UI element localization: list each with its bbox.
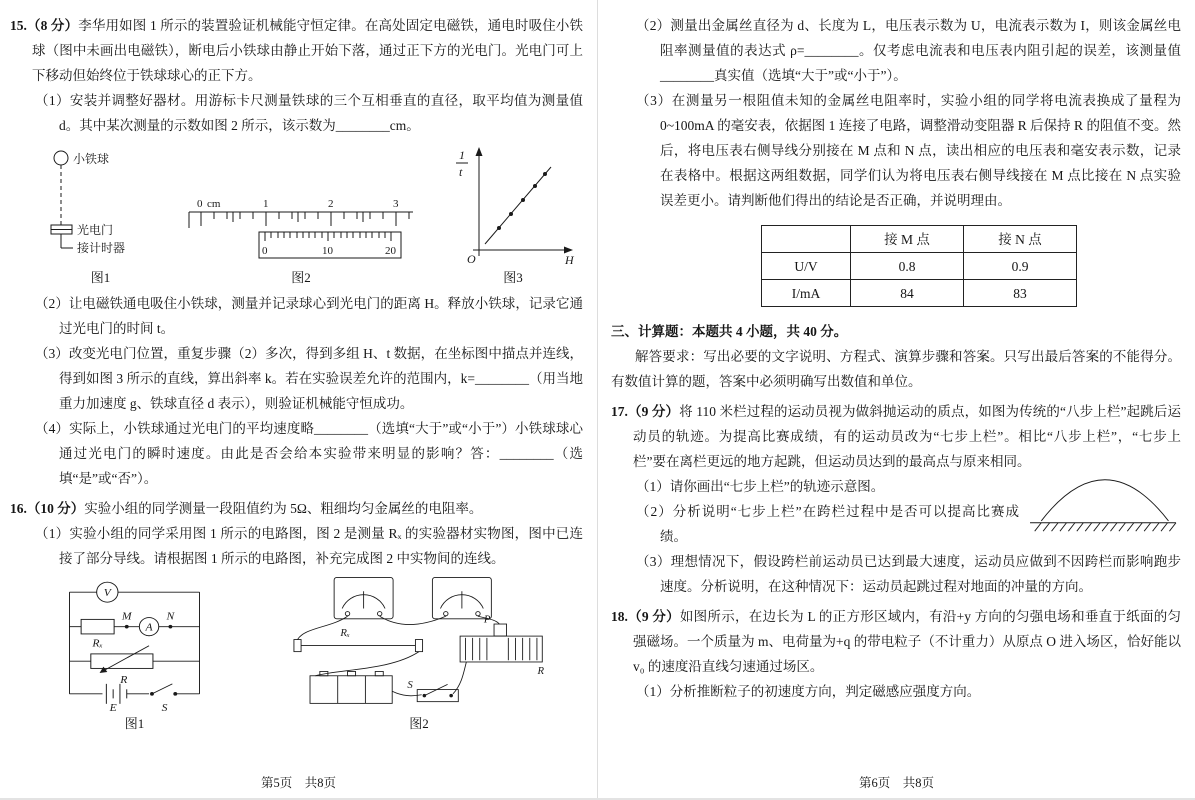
rx-wire-label: Rₓ (340, 628, 350, 640)
page-number-left: 第5页 共8页 (260, 776, 336, 790)
trajectory-drawing (1027, 476, 1179, 534)
table-row (762, 226, 1077, 253)
table-cell-u-m: 0.8 (851, 253, 964, 280)
q15-stem (10, 13, 583, 88)
y-axis-numerator: 1 (459, 148, 465, 162)
main-scale-unit: cm (207, 198, 221, 210)
section-3-heading: 三、计算题：本题共 4 小题，共 40 分。 (611, 324, 848, 339)
q17-stem (611, 399, 1181, 474)
figure-caption: 图1 (90, 270, 111, 285)
figure-caption: 图3 (503, 270, 523, 285)
table-cell-i-m: 84 (851, 280, 964, 307)
x-axis-label: H (565, 253, 574, 266)
table-header-m: 接 M 点 (851, 226, 964, 253)
measurement-table (761, 225, 1077, 307)
origin-label: O (467, 252, 476, 266)
figure-caption: 图2 (291, 270, 311, 285)
q17-number: 17.（9 分） (611, 404, 680, 419)
q16-number: 16.（10 分） (10, 501, 85, 516)
figure-q15-graph (449, 142, 577, 288)
q18-stem-text: 如图所示，在边长为 L 的正方形区域内，有沿+y 方向的匀强电场和垂直于纸面的匀强磁场。一个质量为 m、电荷量为+q 的带电粒子（不计重力）从原点 O 进入场区，恰好能以 v₀ 的速度沿直线匀速通过场区。 (633, 609, 1181, 674)
table-row (762, 280, 1077, 307)
photogate-label: 光电门 (77, 223, 114, 237)
figure-q17-trajectory (1027, 476, 1179, 534)
vernier-20: 20 (385, 245, 396, 257)
q18-stem (611, 604, 1181, 679)
q15-item-1: （1）安装并调整好器材。用游标卡尺测量铁球的三个互相垂直的直径，取平均值为测量值 d。其中某次测量的示数如图 2 所示，该示数为________cm。 (35, 93, 583, 133)
vernier-10: 10 (322, 245, 333, 257)
rheostat-r-label: R (537, 666, 545, 677)
page-6 (597, 0, 1195, 800)
q16-item-2: （2）测量出金属丝直径为 d、长度为 L，电压表示数为 U，电流表示数为 I，则该金属丝电阻率测量值的表达式 ρ=________。仅考虑电流表和电压表内阻引起的误差，该测量值________真实值（选填“大于”或“小于”）。 (636, 18, 1181, 83)
main-scale-1: 1 (263, 198, 269, 210)
q16-item-3: （3）在测量另一根阻值未知的金属丝电阻率时，实验小组的同学将电流表换成了量程为 0~100mA 的毫安表，依据图 1 连接了电路，调整滑动变阻器 R 后保持 R 的阻值不变。然后，将电压表右侧导线分别接在 M 点和 N 点，读出相应的电压表和毫安表示数，记录在表格中。根据这两组数据，同学们认为将电压表右侧导线接在 M 点比接在 N 点实验误差更小。请判断他们得出的结论是否正确，并说明理由。 (636, 93, 1181, 208)
main-scale-zero: 0 (197, 198, 203, 210)
page-number-right: 第6页 共8页 (858, 776, 934, 790)
voltmeter-label: V (103, 587, 111, 599)
table-cell-i-n: 83 (964, 280, 1077, 307)
q15-item-4: （4）实际上，小铁球通过光电门的平均速度略________（选填“大于”或“小于”）小铁球球心通过光电门的瞬时速度。由此是否会给本实验带来明显的影响？答：________（选填“是”或“否”）。 (35, 421, 583, 486)
q15-item-2: （2）让电磁铁通电吸住小铁球，测量并记录球心到光电门的距离 H。释放小铁球，记录它通过光电门的时间 t。 (35, 296, 583, 336)
q15-number: 15.（8 分） (10, 18, 79, 33)
q18-number: 18.（9 分） (611, 609, 680, 624)
figure-caption: 图2 (409, 716, 429, 731)
q17-item-3: （3）理想情况下，假设跨栏前运动员已达到最大速度，运动员应做到不因跨栏而影响跑步速度。分析说明，在这种情况下：运动员起跳过程对地面的冲量的方向。 (636, 554, 1181, 594)
rx-label: Rₓ (92, 637, 103, 650)
switch-s-label: S (407, 679, 413, 691)
figure-q15-apparatus (48, 148, 153, 288)
table-cell-empty (762, 226, 851, 253)
q16-item-1: （1）实验小组的同学采用图 1 所示的电路图，图 2 是测量 Rₓ 的实验器材实物图，图中已连接了部分导线。请根据图 1 所示的电路图，补充完成图 2 中实物间的连线。 (35, 526, 583, 566)
q16-stem (10, 496, 583, 521)
battery-label: E (109, 702, 117, 712)
circuit-drawing (52, 574, 217, 712)
q15-stem-text: 李华用如图 1 所示的装置验证机械能守恒定律。在高处固定电磁铁，通电时吸住小铁球（图中未画出电磁铁），断电后小铁球由静止开始下落，通过正下方的光电门。光电门可上下移动但始终位于铁球球心的正下方。 (32, 18, 584, 83)
table-header-n: 接 N 点 (964, 226, 1077, 253)
figure-q16-apparatus-photo (285, 574, 553, 734)
vernier-0: 0 (262, 245, 268, 257)
apparatus-drawing (48, 148, 153, 266)
timer-label: 接计时器 (77, 241, 126, 255)
q16-stem-text: 实验小组的同学测量一段阻值约为 5Ω、粗细均匀金属丝的电阻率。 (84, 501, 483, 516)
switch-label: S (161, 702, 168, 712)
figure-caption: 图1 (124, 716, 145, 731)
apparatus-photo-drawing (285, 574, 553, 712)
section-3-note: 解答要求：写出必要的文字说明、方程式、演算步骤和答案。只写出最后答案的不能得分。有数值计算的题，答案中必须明确写出数值和单位。 (611, 349, 1181, 389)
q16-figures-row (52, 574, 583, 734)
table-row (762, 253, 1077, 280)
main-scale-3: 3 (393, 198, 399, 210)
node-n-label: N (166, 610, 175, 623)
page-5 (0, 0, 597, 800)
ammeter-label: A (145, 621, 153, 634)
table-row-label-u: U/V (762, 253, 851, 280)
ball-label: 小铁球 (73, 152, 110, 166)
figure-q16-circuit-diagram (52, 574, 217, 734)
rheostat-label: R (120, 674, 128, 686)
q17-item-2: （2）分析说明“七步上栏”在跨栏过程中是否可以提高比赛成绩。 (636, 504, 1019, 544)
node-m-label: M (121, 610, 132, 623)
main-scale-2: 2 (328, 198, 334, 210)
graph-drawing (449, 142, 577, 266)
vernier-drawing (181, 194, 421, 266)
q18-item-1: （1）分析推断粒子的初速度方向，判定磁感应强度方向。 (636, 684, 981, 699)
figure-q15-vernier-caliper (181, 194, 421, 288)
y-axis-denominator: t (459, 165, 463, 179)
q15-figures-row (48, 142, 583, 288)
q15-item-3: （3）改变光电门位置，重复步骤（2）多次，得到多组 H、t 数据，在坐标图中描点并连线，得到如图 3 所示的直线，算出斜率 k。若在实验误差允许的范围内，k=________（用当地重力加速度 g、铁球直径 d 表示），则验证机械能守恒成功。 (35, 346, 583, 411)
table-cell-u-n: 0.9 (964, 253, 1077, 280)
slider-p-label: P (483, 614, 491, 626)
q17-stem-text: 将 110 米栏过程的运动员视为做斜抛运动的质点，如图为传统的“八步上栏”起跳后运动员的轨迹。为提高比赛成绩，有的运动员改为“七步上栏”。相比“八步上栏”，“七步上栏”要在离栏更远的地方起跳，但运动员达到的最高点与原来相同。 (633, 404, 1182, 469)
q17-item-1: （1）请你画出“七步上栏”的轨迹示意图。 (636, 479, 885, 494)
table-row-label-i: I/mA (762, 280, 851, 307)
